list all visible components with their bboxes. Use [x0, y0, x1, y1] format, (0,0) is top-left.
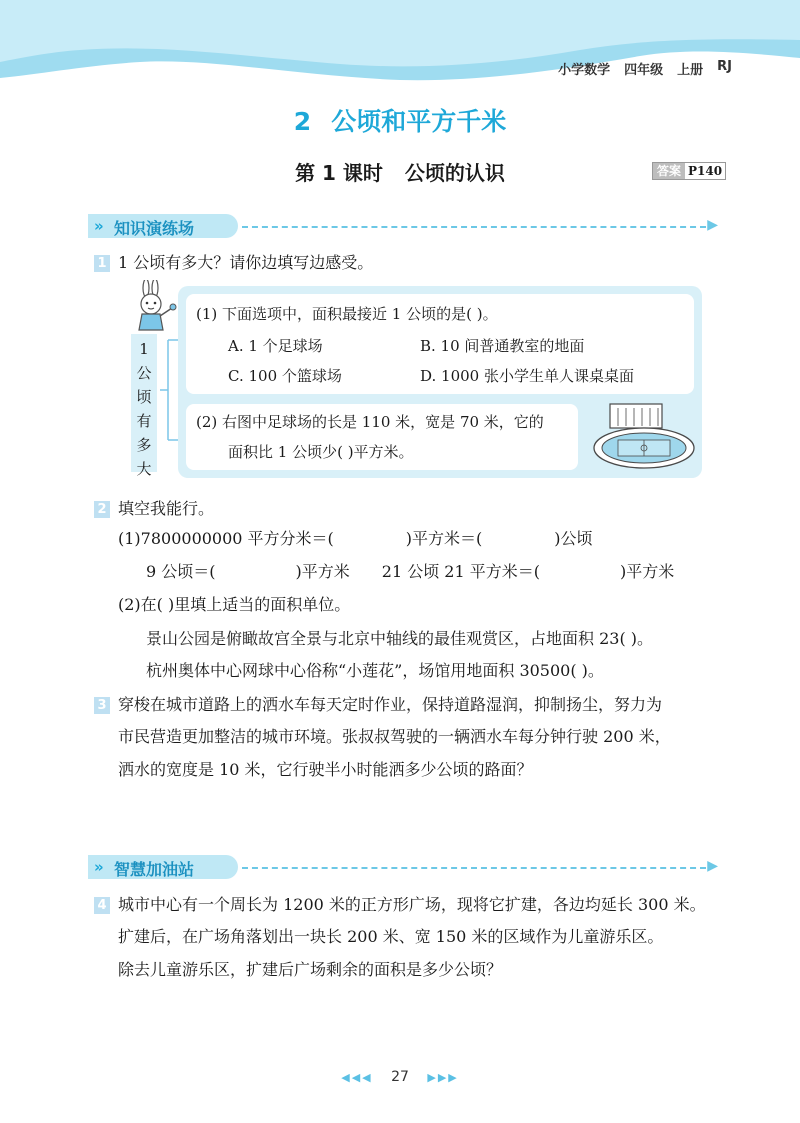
page-number: 27	[391, 1069, 409, 1085]
arrow-right-icon: ▶	[707, 858, 718, 874]
q1-part2-line1: (2) 右图中足球场的长是 110 米，宽是 70 米，它的	[196, 413, 544, 431]
section-practice-bar	[88, 214, 718, 240]
subject-label: 小学数学	[558, 63, 611, 78]
grade-label: 四年级	[624, 63, 664, 78]
section-challenge-title: 智慧加油站	[114, 860, 195, 879]
question-3-line2: 市民营造更加整洁的城市环境。张叔叔驾驶的一辆洒水车每分钟行驶 200 米，	[118, 727, 671, 746]
option-a: A. 1 个足球场	[228, 337, 323, 355]
question-3-line1: 3 穿梭在城市道路上的洒水车每天定时作业，保持道路湿润，抑制扬尘，努力为	[94, 694, 662, 716]
answer-page: P140	[688, 164, 723, 178]
arrow-right-icon: ▶	[707, 217, 718, 233]
q1-part2-box	[186, 404, 578, 470]
chapter-number: 2	[293, 107, 312, 136]
question-4-line2: 扩建后，在广场角落划出一块长 200 米、宽 150 米的区域作为儿童游乐区。	[118, 927, 664, 946]
q2-prompt-text: 填空我能行。	[118, 499, 215, 518]
question-number-badge: 1	[94, 255, 110, 272]
dashed-divider	[242, 226, 706, 228]
edition-label: RJ	[717, 59, 732, 74]
q2-part1-line1: (1)7800000000 平方分米＝( )平方米＝( )公顷	[118, 529, 593, 548]
q2-part2-line1: 景山公园是俯瞰故宫全景与北京中轴线的最佳观赏区，占地面积 23( )。	[146, 629, 654, 648]
stadium-illustration	[590, 400, 698, 474]
double-chevron-icon: »	[94, 217, 104, 235]
chapter-title	[0, 102, 800, 138]
option-c: C. 100 个篮球场	[228, 367, 342, 385]
dashed-divider	[242, 867, 706, 869]
answer-reference[interactable]	[652, 162, 726, 180]
lesson-label: 第 1 课时	[295, 161, 383, 185]
q2-part2-line2: 杭州奥体中心网球中心俗称“小莲花”，场馆用地面积 30500( )。	[146, 661, 604, 680]
question-number-badge: 2	[94, 501, 110, 518]
answer-tag: 答案	[653, 163, 685, 179]
section-challenge-bar	[88, 855, 718, 881]
lesson-name: 公顷的认识	[404, 161, 505, 185]
option-d: D. 1000 张小学生单人课桌桌面	[420, 367, 634, 385]
q2-part1-line2: 9 公顷＝( )平方米 21 公顷 21 平方米＝( )平方米	[146, 562, 675, 581]
section-practice-title: 知识演练场	[114, 219, 195, 238]
question-2-prompt	[94, 498, 214, 520]
prev-arrows-icon: ◀◀◀	[341, 1071, 373, 1084]
chapter-name: 公顷和平方千米	[331, 107, 507, 136]
double-chevron-icon: »	[94, 858, 104, 876]
book-info	[558, 59, 732, 78]
q2-part2-head: (2)在( )里填上适当的面积单位。	[118, 595, 351, 614]
q1-side-label: 1 公 顷 有 多 大	[131, 334, 157, 472]
question-4-line3: 除去儿童游乐区，扩建后广场剩余的面积是多少公顷？	[118, 960, 503, 979]
question-number-badge: 3	[94, 697, 110, 714]
option-b: B. 10 间普通教室的地面	[420, 337, 585, 355]
page-footer	[0, 1069, 800, 1085]
volume-label: 上册	[677, 63, 704, 78]
question-3-line3: 洒水的宽度是 10 米，它行驶半小时能洒多少公顷的路面？	[118, 760, 533, 779]
question-1-prompt	[94, 252, 373, 274]
q1-part2-line2: 面积比 1 公顷少( )平方米。	[228, 443, 414, 461]
header-wave	[0, 0, 800, 95]
q1-part1-box	[186, 294, 694, 394]
question-4-line1: 4 城市中心有一个周长为 1200 米的正方形广场，现将它扩建，各边均延长 300 米。	[94, 894, 706, 916]
question-number-badge: 4	[94, 897, 110, 914]
rabbit-mascot-icon	[126, 280, 178, 336]
q1-part1-stem: (1) 下面选项中，面积最接近 1 公顷的是( )。	[196, 305, 498, 323]
q1-prompt-text: 1 公顷有多大？请你边填写边感受。	[118, 253, 374, 272]
next-arrows-icon: ▶▶▶	[427, 1071, 459, 1084]
